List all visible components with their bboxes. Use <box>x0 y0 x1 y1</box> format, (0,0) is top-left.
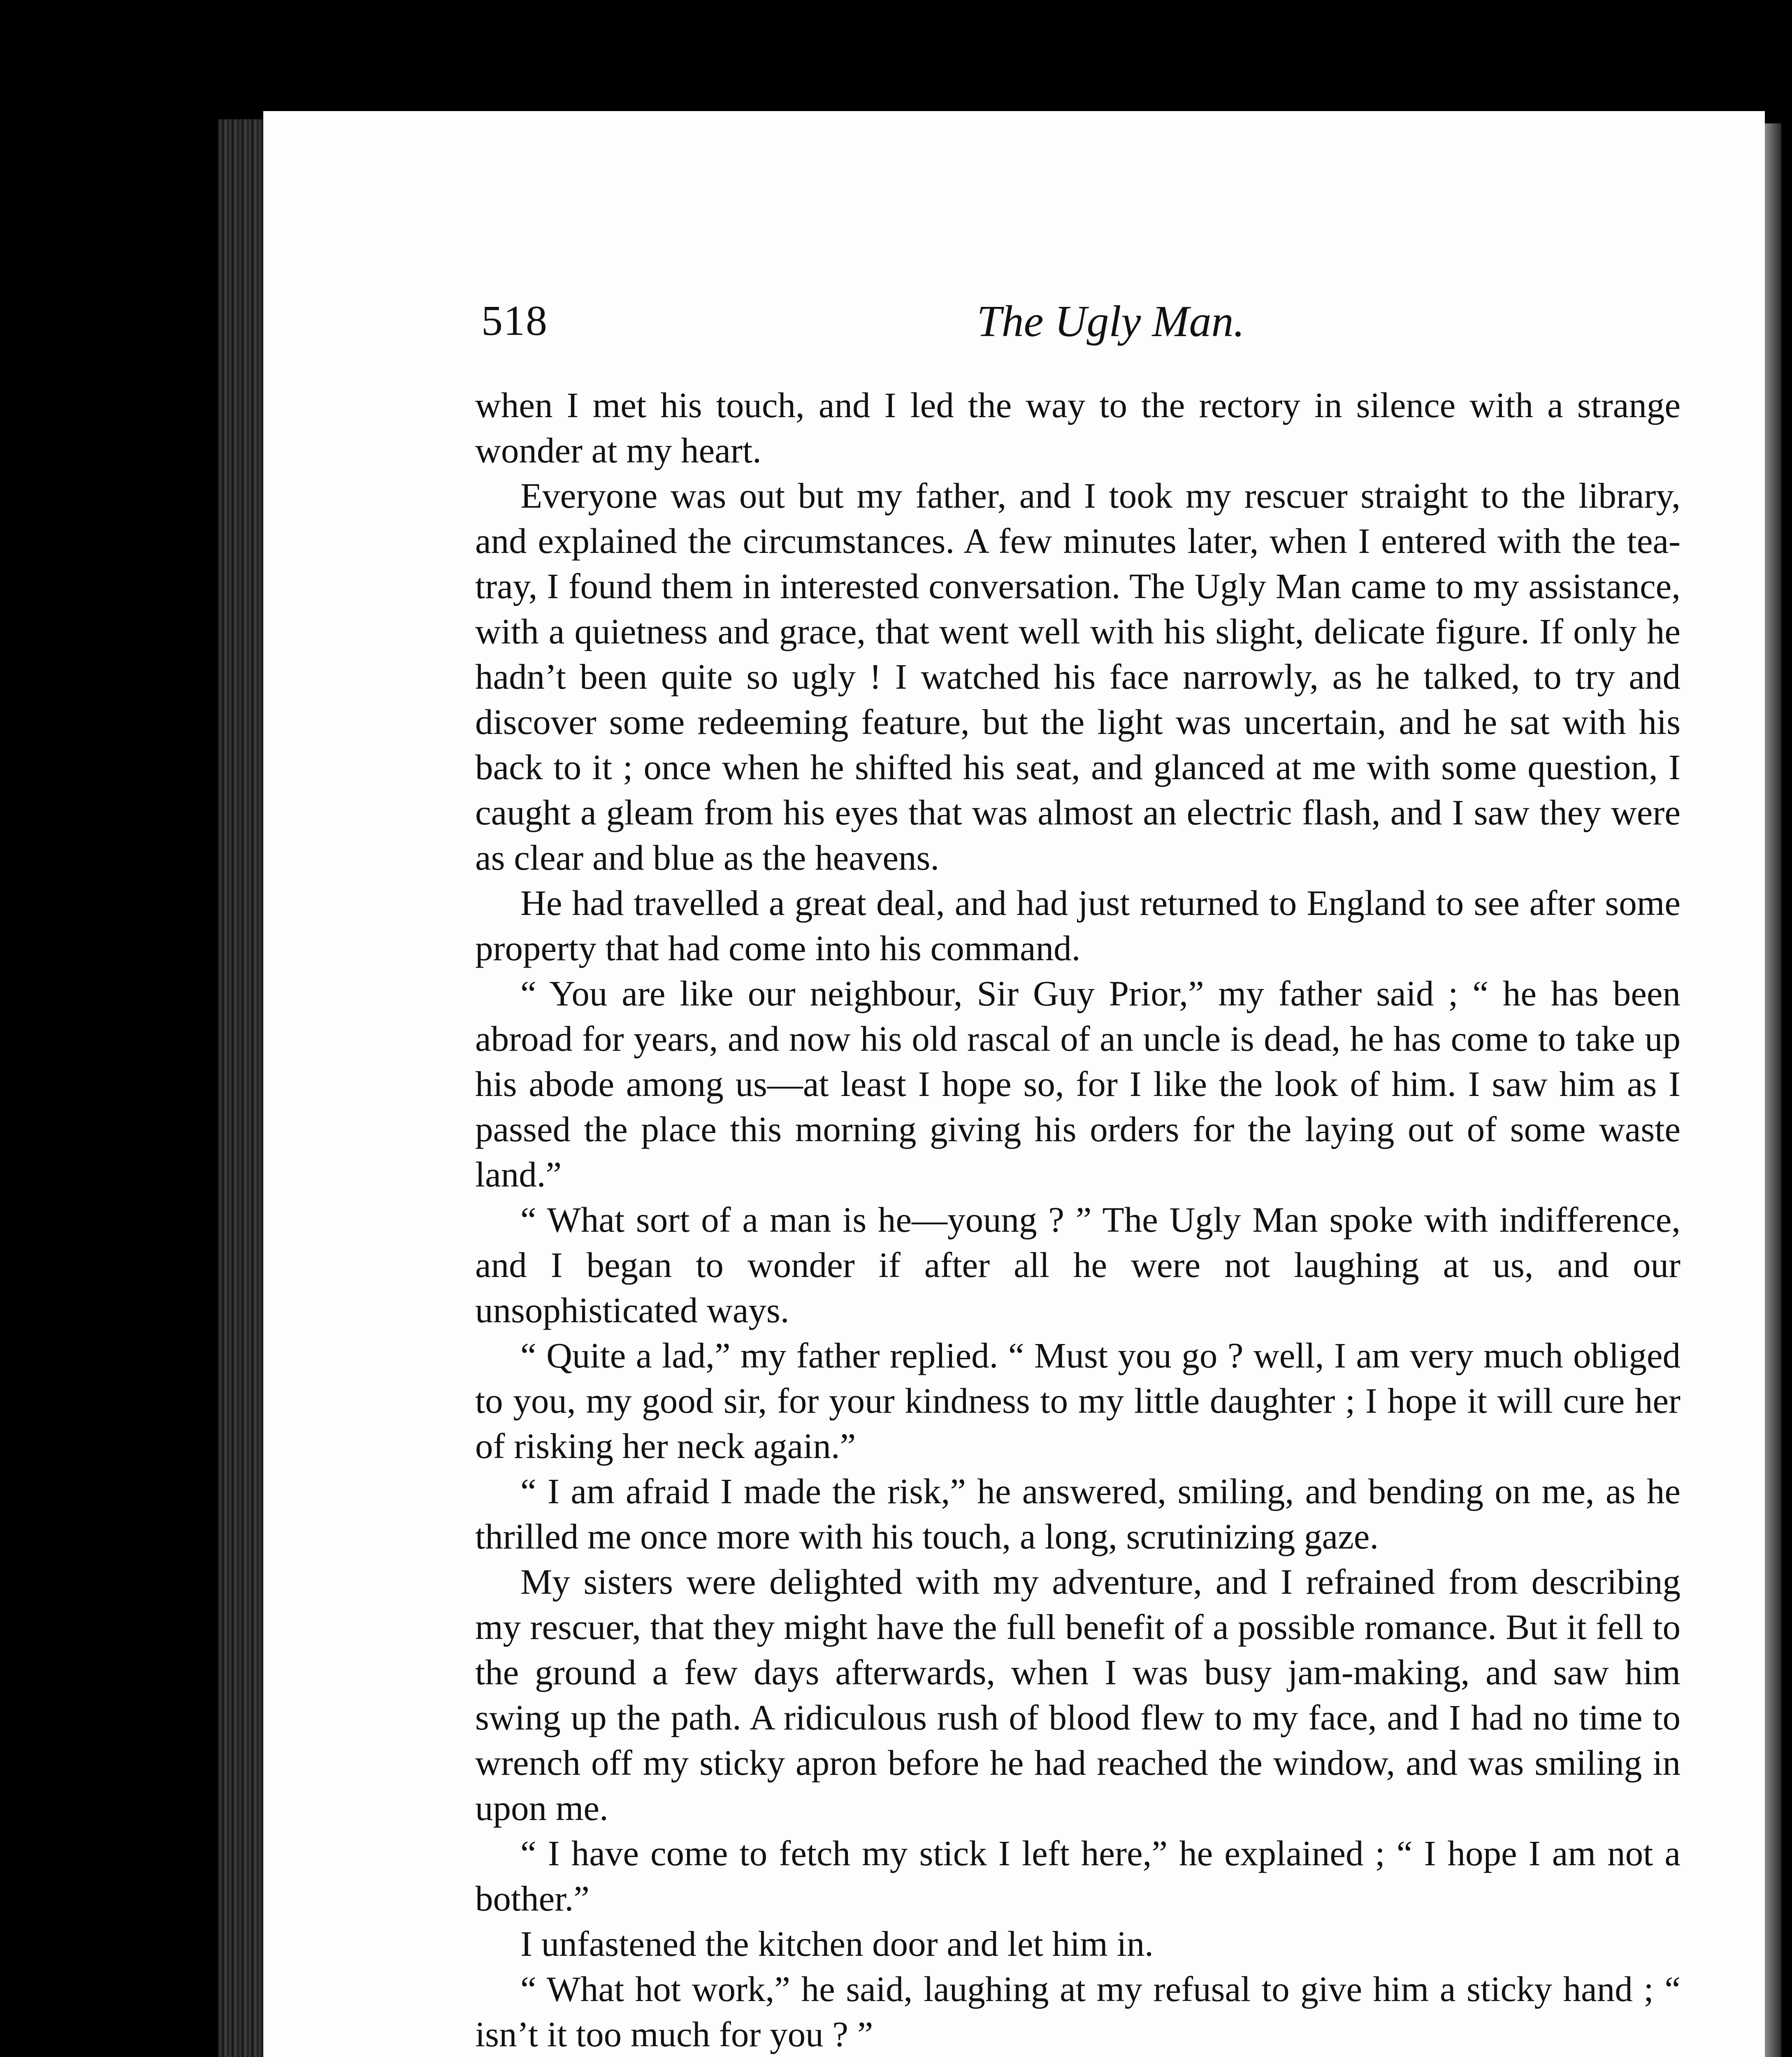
paragraph: when I met his touch, and I led the way to the rectory in silence with a strange wonder at my heart. <box>475 385 1681 470</box>
paragraph: I unfastened the kitchen door and let him in. <box>520 1924 1154 1964</box>
paragraph: “ Quite a lad,” my father replied. “ Must you go ? well, I am very much obliged to you, my good sir, for your kindness to my little daughter ; I hope it will cure her of risking her neck again.” <box>475 1335 1681 1466</box>
paragraph: “ I have come to fetch my stick I left here,” he explained ; “ I hope I am not a bother.” <box>475 1833 1681 1918</box>
paragraph: “ What sort of a man is he—young ? ” The Ugly Man spoke with indifference, and I began to wonder if after all he were not laughing at us, and our unsophisticated ways. <box>475 1200 1681 1330</box>
page-right-edge <box>1765 123 1781 2057</box>
page-number: 518 <box>481 297 548 344</box>
page-header <box>481 288 1674 362</box>
running-title: The Ugly Man. <box>977 297 1245 346</box>
paragraph: He had travelled a great deal, and had just returned to England to see after some property that had come into his command. <box>475 883 1681 968</box>
body-text <box>475 383 1681 2057</box>
paragraph: Everyone was out but my father, and I took my rescuer straight to the library, and explained the circumstances. A few minutes later, when I entered with the tea-tray, I found them in interested conversation. The Ugly Man came to my assistance, with a quietness and grace, that went well with his slight, delicate figure. If only he hadn’t been quite so ugly ! I watched his face narrowly, as he talked, to try and discover some redeeming feature, but the light was uncertain, and he sat with his back to it ; once when he shifted his seat, and glanced at me with some question, I caught a gleam from his eyes that was almost an electric flash, and I saw they were as clear and blue as the heavens. <box>475 476 1681 878</box>
paragraph: My sisters were delighted with my adventure, and I refrained from describing my rescuer, that they might have the full benefit of a possible romance. But it fell to the ground a few days afterwards, when I was busy jam-making, and saw him swing up the path. A ridiculous rush of blood flew to my face, and I had no time to wrench off my sticky apron before he had reached the window, and was smiling in upon me. <box>475 1562 1681 1828</box>
paragraph: “ What hot work,” he said, laughing at my refusal to give him a sticky hand ; “ isn’t it too much for you ? ” <box>475 1969 1681 2054</box>
book-spine-edge <box>218 119 267 2057</box>
paragraph: “ You are like our neighbour, Sir Guy Prior,” my father said ; “ he has been abroad for years, and now his old rascal of an uncle is dead, he has come to take up his abode among us—at least I hope so, for I like the look of him. I saw him as I passed the place this morning giving his orders for the laying out of some waste land.” <box>475 973 1681 1194</box>
paragraph: “ I am afraid I made the risk,” he answered, smiling, and bending on me, as he thrilled me once more with his touch, a long, scrutinizing gaze. <box>475 1471 1681 1556</box>
